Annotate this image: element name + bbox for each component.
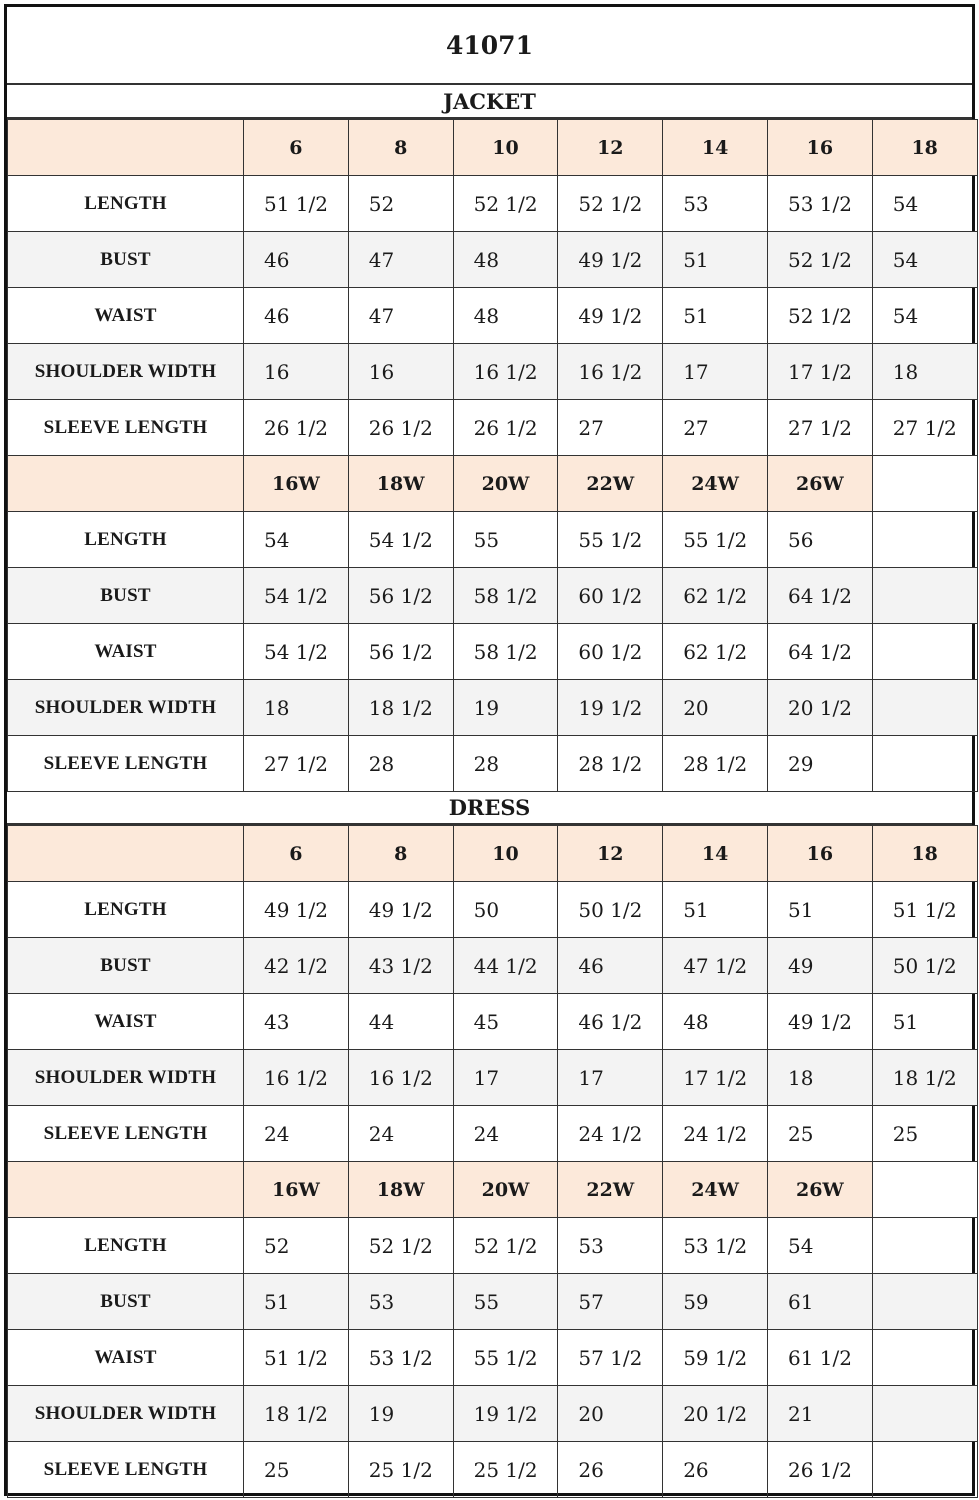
header-corner-cell — [8, 826, 244, 882]
size-header-row — [8, 456, 978, 512]
measurement-value: 62 1/2 — [663, 624, 768, 680]
measurement-value: 24 — [348, 1106, 453, 1162]
measurement-value: 52 1/2 — [453, 1218, 558, 1274]
measurement-value: 45 — [453, 994, 558, 1050]
measurement-value: 25 — [244, 1442, 349, 1498]
measurement-value: 24 — [244, 1106, 349, 1162]
empty-cell — [872, 1442, 977, 1498]
size-label: 18 — [872, 826, 977, 882]
measurement-value: 17 — [558, 1050, 663, 1106]
section-heading-dress: DRESS — [7, 791, 972, 825]
measurement-value: 27 1/2 — [244, 736, 349, 792]
measurement-value: 18 — [872, 344, 977, 400]
measurement-label: SHOULDER WIDTH — [8, 1050, 244, 1106]
size-label: 22W — [558, 456, 663, 512]
table-row — [8, 938, 978, 994]
measurement-value: 54 — [872, 176, 977, 232]
measurement-value: 56 1/2 — [348, 568, 453, 624]
size-label: 22W — [558, 1162, 663, 1218]
measurement-value: 53 — [663, 176, 768, 232]
measurement-value: 54 — [244, 512, 349, 568]
measurement-label: SHOULDER WIDTH — [8, 1386, 244, 1442]
measurement-value: 52 1/2 — [348, 1218, 453, 1274]
measurement-value: 52 — [244, 1218, 349, 1274]
measurement-value: 48 — [453, 232, 558, 288]
measurement-value: 21 — [767, 1386, 872, 1442]
size-label: 10 — [453, 120, 558, 176]
measurement-value: 16 — [348, 344, 453, 400]
table-row — [8, 344, 978, 400]
measurement-value: 58 1/2 — [453, 624, 558, 680]
empty-cell — [872, 1274, 977, 1330]
measurement-value: 49 1/2 — [244, 882, 349, 938]
size-header-row — [8, 1162, 978, 1218]
size-label: 8 — [348, 120, 453, 176]
measurement-value: 47 — [348, 288, 453, 344]
chart-title: 41071 — [7, 7, 972, 85]
empty-cell — [872, 736, 977, 792]
measurement-value: 25 — [767, 1106, 872, 1162]
measurement-value: 19 1/2 — [558, 680, 663, 736]
measurement-label: SLEEVE LENGTH — [8, 736, 244, 792]
measurement-value: 47 1/2 — [663, 938, 768, 994]
measurement-value: 18 — [244, 680, 349, 736]
size-table-dress — [7, 825, 978, 1498]
measurement-value: 53 1/2 — [663, 1218, 768, 1274]
measurement-value: 55 — [453, 512, 558, 568]
measurement-value: 51 1/2 — [872, 882, 977, 938]
measurement-value: 19 — [453, 680, 558, 736]
measurement-value: 51 — [663, 882, 768, 938]
measurement-value: 59 — [663, 1274, 768, 1330]
measurement-value: 51 — [663, 288, 768, 344]
measurement-value: 26 1/2 — [767, 1442, 872, 1498]
measurement-value: 28 — [348, 736, 453, 792]
measurement-value: 16 1/2 — [244, 1050, 349, 1106]
measurement-label: LENGTH — [8, 176, 244, 232]
table-row — [8, 1330, 978, 1386]
size-label: 12 — [558, 826, 663, 882]
measurement-value: 52 1/2 — [453, 176, 558, 232]
measurement-value: 19 1/2 — [453, 1386, 558, 1442]
size-label: 12 — [558, 120, 663, 176]
measurement-value: 26 — [558, 1442, 663, 1498]
size-label: 8 — [348, 826, 453, 882]
measurement-value: 20 — [558, 1386, 663, 1442]
empty-cell — [872, 512, 977, 568]
measurement-label: BUST — [8, 938, 244, 994]
empty-cell — [872, 680, 977, 736]
measurement-value: 46 1/2 — [558, 994, 663, 1050]
measurement-value: 50 1/2 — [558, 882, 663, 938]
measurement-label: WAIST — [8, 994, 244, 1050]
table-row — [8, 232, 978, 288]
size-label: 10 — [453, 826, 558, 882]
measurement-value: 20 1/2 — [663, 1386, 768, 1442]
size-label: 20W — [453, 456, 558, 512]
measurement-label: LENGTH — [8, 882, 244, 938]
size-label: 16W — [244, 1162, 349, 1218]
size-header-row — [8, 826, 978, 882]
measurement-value: 49 1/2 — [558, 288, 663, 344]
size-label: 16 — [767, 826, 872, 882]
measurement-value: 28 1/2 — [558, 736, 663, 792]
table-row — [8, 882, 978, 938]
measurement-value: 24 1/2 — [558, 1106, 663, 1162]
table-row — [8, 680, 978, 736]
measurement-label: LENGTH — [8, 1218, 244, 1274]
measurement-value: 49 1/2 — [767, 994, 872, 1050]
measurement-label: SLEEVE LENGTH — [8, 400, 244, 456]
measurement-value: 17 — [663, 344, 768, 400]
measurement-value: 58 1/2 — [453, 568, 558, 624]
measurement-value: 51 1/2 — [244, 1330, 349, 1386]
measurement-label: BUST — [8, 568, 244, 624]
size-label: 26W — [767, 456, 872, 512]
empty-cell — [872, 1218, 977, 1274]
measurement-label: WAIST — [8, 624, 244, 680]
measurement-value: 49 1/2 — [558, 232, 663, 288]
measurement-value: 26 — [663, 1442, 768, 1498]
table-row — [8, 400, 978, 456]
table-row — [8, 1274, 978, 1330]
measurement-value: 18 1/2 — [348, 680, 453, 736]
size-label: 18W — [348, 1162, 453, 1218]
measurement-label: SLEEVE LENGTH — [8, 1106, 244, 1162]
measurement-label: BUST — [8, 1274, 244, 1330]
empty-cell — [872, 568, 977, 624]
empty-cell — [872, 456, 977, 512]
measurement-value: 62 1/2 — [663, 568, 768, 624]
size-label: 26W — [767, 1162, 872, 1218]
measurement-value: 44 1/2 — [453, 938, 558, 994]
measurement-value: 55 1/2 — [558, 512, 663, 568]
measurement-label: LENGTH — [8, 512, 244, 568]
measurement-value: 29 — [767, 736, 872, 792]
measurement-value: 59 1/2 — [663, 1330, 768, 1386]
measurement-value: 60 1/2 — [558, 624, 663, 680]
measurement-value: 16 — [244, 344, 349, 400]
measurement-value: 16 1/2 — [453, 344, 558, 400]
measurement-value: 46 — [244, 288, 349, 344]
measurement-value: 64 1/2 — [767, 624, 872, 680]
measurement-value: 55 1/2 — [453, 1330, 558, 1386]
measurement-value: 51 — [663, 232, 768, 288]
measurement-value: 50 — [453, 882, 558, 938]
measurement-value: 55 — [453, 1274, 558, 1330]
measurement-value: 46 — [558, 938, 663, 994]
measurement-value: 42 1/2 — [244, 938, 349, 994]
measurement-value: 53 — [558, 1218, 663, 1274]
empty-cell — [872, 1330, 977, 1386]
measurement-value: 53 1/2 — [767, 176, 872, 232]
size-header-row — [8, 120, 978, 176]
size-label: 24W — [663, 456, 768, 512]
measurement-value: 19 — [348, 1386, 453, 1442]
measurement-value: 51 — [244, 1274, 349, 1330]
measurement-value: 53 — [348, 1274, 453, 1330]
measurement-value: 25 — [872, 1106, 977, 1162]
measurement-label: SHOULDER WIDTH — [8, 680, 244, 736]
measurement-value: 54 — [872, 288, 977, 344]
size-label: 18W — [348, 456, 453, 512]
table-row — [8, 568, 978, 624]
size-table-jacket — [7, 119, 978, 792]
size-label: 24W — [663, 1162, 768, 1218]
table-row — [8, 1218, 978, 1274]
measurement-value: 52 1/2 — [558, 176, 663, 232]
empty-cell — [872, 624, 977, 680]
measurement-value: 26 1/2 — [244, 400, 349, 456]
measurement-value: 16 1/2 — [558, 344, 663, 400]
measurement-value: 47 — [348, 232, 453, 288]
measurement-value: 57 1/2 — [558, 1330, 663, 1386]
header-corner-cell — [8, 120, 244, 176]
empty-cell — [872, 1162, 977, 1218]
table-row — [8, 736, 978, 792]
measurement-value: 53 1/2 — [348, 1330, 453, 1386]
measurement-value: 56 1/2 — [348, 624, 453, 680]
measurement-value: 28 1/2 — [663, 736, 768, 792]
measurement-value: 51 — [767, 882, 872, 938]
measurement-value: 44 — [348, 994, 453, 1050]
measurement-value: 17 — [453, 1050, 558, 1106]
empty-cell — [872, 1386, 977, 1442]
measurement-value: 26 1/2 — [453, 400, 558, 456]
measurement-value: 60 1/2 — [558, 568, 663, 624]
measurement-value: 56 — [767, 512, 872, 568]
measurement-value: 25 1/2 — [348, 1442, 453, 1498]
size-label: 6 — [244, 826, 349, 882]
measurement-value: 18 1/2 — [244, 1386, 349, 1442]
measurement-value: 50 1/2 — [872, 938, 977, 994]
measurement-value: 52 1/2 — [767, 232, 872, 288]
measurement-value: 20 — [663, 680, 768, 736]
table-row — [8, 1386, 978, 1442]
measurement-value: 52 1/2 — [767, 288, 872, 344]
measurement-value: 28 — [453, 736, 558, 792]
measurement-value: 49 — [767, 938, 872, 994]
measurement-value: 54 1/2 — [244, 568, 349, 624]
measurement-value: 48 — [663, 994, 768, 1050]
measurement-label: BUST — [8, 232, 244, 288]
measurement-value: 52 — [348, 176, 453, 232]
measurement-value: 18 1/2 — [872, 1050, 977, 1106]
measurement-label: SLEEVE LENGTH — [8, 1442, 244, 1498]
measurement-value: 27 1/2 — [767, 400, 872, 456]
measurement-value: 51 1/2 — [244, 176, 349, 232]
table-row — [8, 1106, 978, 1162]
section-heading-jacket: JACKET — [7, 85, 972, 119]
measurement-value: 25 1/2 — [453, 1442, 558, 1498]
header-corner-cell — [8, 1162, 244, 1218]
measurement-value: 54 1/2 — [244, 624, 349, 680]
measurement-value: 24 — [453, 1106, 558, 1162]
measurement-value: 57 — [558, 1274, 663, 1330]
table-row — [8, 994, 978, 1050]
size-chart — [4, 4, 975, 1496]
table-row — [8, 1050, 978, 1106]
header-corner-cell — [8, 456, 244, 512]
table-row — [8, 624, 978, 680]
measurement-value: 54 1/2 — [348, 512, 453, 568]
size-label: 20W — [453, 1162, 558, 1218]
measurement-value: 18 — [767, 1050, 872, 1106]
table-row — [8, 1442, 978, 1498]
measurement-value: 27 1/2 — [872, 400, 977, 456]
size-label: 14 — [663, 826, 768, 882]
size-label: 16W — [244, 456, 349, 512]
table-row — [8, 176, 978, 232]
measurement-value: 64 1/2 — [767, 568, 872, 624]
table-row — [8, 288, 978, 344]
size-label: 18 — [872, 120, 977, 176]
table-row — [8, 512, 978, 568]
measurement-value: 55 1/2 — [663, 512, 768, 568]
measurement-value: 43 1/2 — [348, 938, 453, 994]
measurement-value: 16 1/2 — [348, 1050, 453, 1106]
measurement-value: 61 1/2 — [767, 1330, 872, 1386]
measurement-value: 26 1/2 — [348, 400, 453, 456]
size-label: 6 — [244, 120, 349, 176]
measurement-value: 51 — [872, 994, 977, 1050]
measurement-label: WAIST — [8, 1330, 244, 1386]
measurement-value: 49 1/2 — [348, 882, 453, 938]
measurement-value: 46 — [244, 232, 349, 288]
measurement-value: 20 1/2 — [767, 680, 872, 736]
measurement-value: 54 — [872, 232, 977, 288]
measurement-value: 43 — [244, 994, 349, 1050]
measurement-label: SHOULDER WIDTH — [8, 344, 244, 400]
measurement-value: 17 1/2 — [767, 344, 872, 400]
measurement-value: 17 1/2 — [663, 1050, 768, 1106]
measurement-label: WAIST — [8, 288, 244, 344]
measurement-value: 61 — [767, 1274, 872, 1330]
measurement-value: 54 — [767, 1218, 872, 1274]
measurement-value: 24 1/2 — [663, 1106, 768, 1162]
measurement-value: 27 — [663, 400, 768, 456]
size-label: 16 — [767, 120, 872, 176]
measurement-value: 27 — [558, 400, 663, 456]
size-label: 14 — [663, 120, 768, 176]
measurement-value: 48 — [453, 288, 558, 344]
